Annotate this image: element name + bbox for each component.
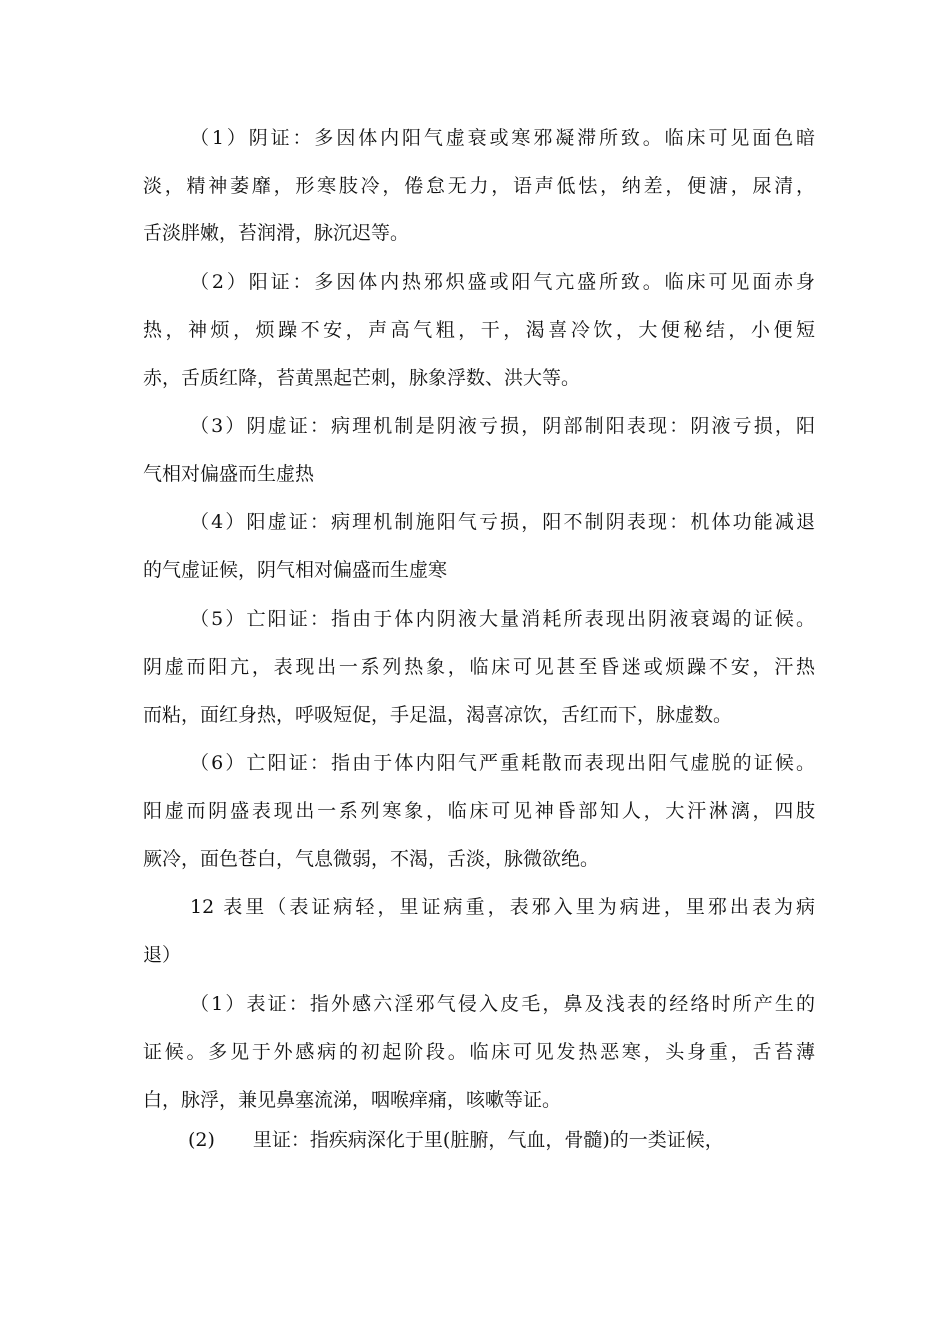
interior-line-1: (2) 里证：指疾病深化于里(脏腑，气血，骨髓)的一类证候， [188,1129,724,1151]
paragraph-6-line-1: （6）亡阳证：指由于体内阳气严重耗散而表现出阳气虚脱的证候。 [190,752,815,774]
paragraph-3-line-1: （3）阴虚证：病理机制是阴液亏损，阴部制阳表现：阴液亏损，阳 [190,415,815,437]
paragraph-2-line-3: 赤，舌质红降，苔黄黑起芒刺，脉象浮数、洪大等。 [143,367,581,389]
paragraph-1-line-1: （1）阴证：多因体内阳气虚衰或寒邪凝滞所致。临床可见面色暗 [190,127,815,149]
paragraph-6-line-3: 厥冷，面色苍白，气息微弱，不渴，舌淡，脉微欲绝。 [143,848,600,870]
paragraph-1-line-3: 舌淡胖嫩，苔润滑，脉沉迟等。 [143,222,410,244]
paragraph-5-line-2: 阴虚而阳亢，表现出一系列热象，临床可见甚至昏迷或烦躁不安，汗热 [143,656,815,678]
exterior-line-3: 白，脉浮，兼见鼻塞流涕，咽喉痒痛，咳嗽等证。 [143,1089,562,1111]
paragraph-4-line-2: 的气虚证候，阴气相对偏盛而生虚寒 [143,559,448,581]
paragraph-2-line-2: 热，神烦，烦躁不安，声高气粗，干，渴喜冷饮，大便秘结，小便短 [143,319,815,341]
paragraph-6-line-2: 阳虚而阴盛表现出一系列寒象，临床可见神昏部知人，大汗淋漓，四肢 [143,800,815,822]
exterior-line-2: 证候。多见于外感病的初起阶段。临床可见发热恶寒，头身重，舌苔薄 [143,1041,815,1063]
section-12-line-2: 退） [143,944,182,966]
paragraph-3-line-2: 气相对偏盛而生虚热 [143,463,315,485]
paragraph-5-line-3: 而粘，面红身热，呼吸短促，手足温，渴喜凉饮，舌红而下，脉虚数。 [143,704,733,726]
paragraph-4-line-1: （4）阳虚证：病理机制施阳气亏损，阳不制阴表现：机体功能减退 [190,511,815,533]
section-12-line-1: 12 表里（表证病轻，里证病重，表邪入里为病进，里邪出表为病 [190,896,815,918]
paragraph-2-line-1: （2）阳证：多因体内热邪炽盛或阳气亢盛所致。临床可见面赤身 [190,271,815,293]
exterior-line-1: （1）表证：指外感六淫邪气侵入皮毛，鼻及浅表的经络时所产生的 [190,993,815,1015]
paragraph-1-line-2: 淡，精神萎靡，形寒肢冷，倦怠无力，语声低怯，纳差，便溏，尿清， [143,175,815,197]
paragraph-5-line-1: （5）亡阳证：指由于体内阴液大量消耗所表现出阴液衰竭的证候。 [190,608,815,630]
